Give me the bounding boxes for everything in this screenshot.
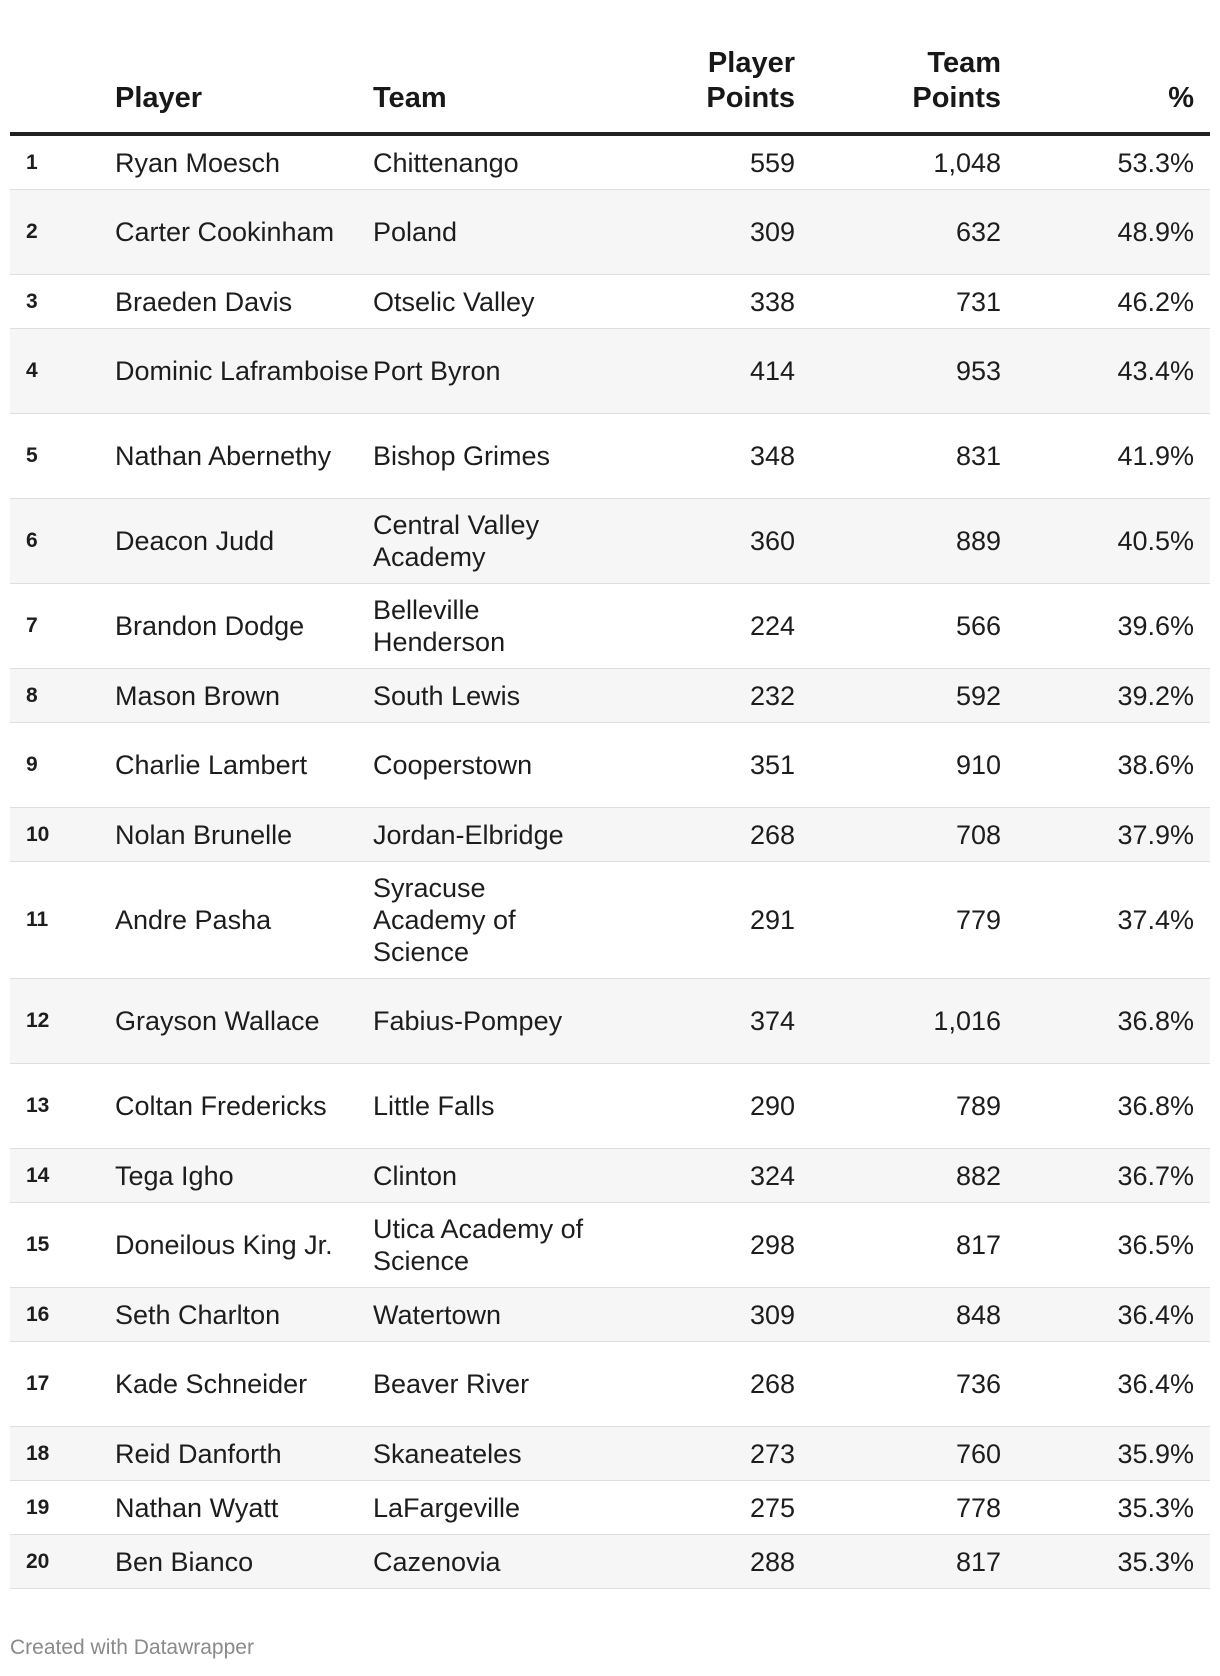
- player-name-cell: Seth Charlton: [115, 1288, 373, 1342]
- player-points-cell: 338: [595, 275, 795, 329]
- percent-cell: 35.3%: [1001, 1481, 1210, 1535]
- team-points-cell: 736: [795, 1342, 1001, 1427]
- team-points-cell: 760: [795, 1427, 1001, 1481]
- team-name-cell: Utica Academy of Science: [373, 1203, 595, 1288]
- percent-cell: 36.8%: [1001, 979, 1210, 1064]
- player-points-cell: 414: [595, 329, 795, 414]
- table-row: [10, 1149, 1210, 1203]
- header-rank[interactable]: [10, 36, 115, 134]
- rank-cell: 8: [10, 669, 115, 723]
- team-name-cell: LaFargeville: [373, 1481, 595, 1535]
- player-points-cell: 309: [595, 190, 795, 275]
- header-team-points[interactable]: [795, 36, 1001, 134]
- rank-cell: 1: [10, 134, 115, 190]
- player-points-cell: 275: [595, 1481, 795, 1535]
- leaders-table: [10, 36, 1210, 1589]
- percent-cell: 40.5%: [1001, 499, 1210, 584]
- rank-cell: 9: [10, 723, 115, 808]
- team-points-cell: 778: [795, 1481, 1001, 1535]
- team-points-cell: 731: [795, 275, 1001, 329]
- rank-cell: 13: [10, 1064, 115, 1149]
- header-player[interactable]: Player: [115, 36, 373, 134]
- percent-cell: 37.4%: [1001, 862, 1210, 979]
- team-name-cell: South Lewis: [373, 669, 595, 723]
- rank-cell: 12: [10, 979, 115, 1064]
- player-name-cell: Tega Igho: [115, 1149, 373, 1203]
- rank-cell: 2: [10, 190, 115, 275]
- player-points-cell: 374: [595, 979, 795, 1064]
- rank-cell: 14: [10, 1149, 115, 1203]
- table-row: [10, 1064, 1210, 1149]
- table-row: [10, 414, 1210, 499]
- team-name-cell: Beaver River: [373, 1342, 595, 1427]
- rank-cell: 4: [10, 329, 115, 414]
- percent-cell: 41.9%: [1001, 414, 1210, 499]
- player-name-cell: Nathan Wyatt: [115, 1481, 373, 1535]
- team-points-cell: 1,048: [795, 134, 1001, 190]
- header-player-points-line1: Player: [707, 47, 795, 79]
- table-row: [10, 1481, 1210, 1535]
- table-row: [10, 190, 1210, 275]
- rank-cell: 10: [10, 808, 115, 862]
- team-points-cell: 789: [795, 1064, 1001, 1149]
- team-points-cell: 632: [795, 190, 1001, 275]
- team-points-cell: 817: [795, 1203, 1001, 1288]
- table-row: [10, 669, 1210, 723]
- percent-cell: 39.6%: [1001, 584, 1210, 669]
- percent-cell: 48.9%: [1001, 190, 1210, 275]
- player-points-cell: 348: [595, 414, 795, 499]
- percent-cell: 36.8%: [1001, 1064, 1210, 1149]
- team-points-cell: 779: [795, 862, 1001, 979]
- player-points-cell: 273: [595, 1427, 795, 1481]
- team-name-cell: Skaneateles: [373, 1427, 595, 1481]
- team-points-cell: 708: [795, 808, 1001, 862]
- header-team-points-line2: Points: [912, 82, 1001, 114]
- team-name-cell: Watertown: [373, 1288, 595, 1342]
- team-points-cell: 910: [795, 723, 1001, 808]
- rank-cell: 16: [10, 1288, 115, 1342]
- percent-cell: 36.7%: [1001, 1149, 1210, 1203]
- header-team-points-line1: Team: [927, 47, 1001, 79]
- team-name-cell: Poland: [373, 190, 595, 275]
- header-player-points[interactable]: [595, 36, 795, 134]
- player-points-cell: 559: [595, 134, 795, 190]
- player-name-cell: Braeden Davis: [115, 275, 373, 329]
- team-name-cell: Chittenango: [373, 134, 595, 190]
- team-points-cell: 848: [795, 1288, 1001, 1342]
- header-player-points-line2: Points: [706, 82, 795, 114]
- player-name-cell: Ben Bianco: [115, 1535, 373, 1589]
- table-row: [10, 808, 1210, 862]
- player-points-cell: 351: [595, 723, 795, 808]
- percent-cell: 36.4%: [1001, 1342, 1210, 1427]
- team-points-cell: 566: [795, 584, 1001, 669]
- team-name-cell: Jordan-Elbridge: [373, 808, 595, 862]
- table-header: [10, 36, 1210, 134]
- player-name-cell: Brandon Dodge: [115, 584, 373, 669]
- player-name-cell: Dominic Laframboise: [115, 329, 373, 414]
- player-name-cell: Kade Schneider: [115, 1342, 373, 1427]
- table-row: [10, 1288, 1210, 1342]
- rank-cell: 7: [10, 584, 115, 669]
- team-points-cell: 817: [795, 1535, 1001, 1589]
- player-name-cell: Charlie Lambert: [115, 723, 373, 808]
- player-name-cell: Andre Pasha: [115, 862, 373, 979]
- player-points-cell: 224: [595, 584, 795, 669]
- player-name-cell: Nathan Abernethy: [115, 414, 373, 499]
- team-name-cell: Syracuse Academy of Science: [373, 862, 595, 979]
- table-row: [10, 1203, 1210, 1288]
- percent-cell: 36.4%: [1001, 1288, 1210, 1342]
- table-row: [10, 275, 1210, 329]
- team-name-cell: Port Byron: [373, 329, 595, 414]
- player-name-cell: Doneilous King Jr.: [115, 1203, 373, 1288]
- player-points-cell: 288: [595, 1535, 795, 1589]
- player-points-cell: 298: [595, 1203, 795, 1288]
- rank-cell: 20: [10, 1535, 115, 1589]
- header-percent[interactable]: %: [1001, 36, 1210, 134]
- percent-cell: 35.3%: [1001, 1535, 1210, 1589]
- player-name-cell: Carter Cookinham: [115, 190, 373, 275]
- team-name-cell: Otselic Valley: [373, 275, 595, 329]
- team-points-cell: 953: [795, 329, 1001, 414]
- team-name-cell: Cazenovia: [373, 1535, 595, 1589]
- team-name-cell: Little Falls: [373, 1064, 595, 1149]
- table-row: [10, 979, 1210, 1064]
- rank-cell: 19: [10, 1481, 115, 1535]
- player-points-cell: 268: [595, 1342, 795, 1427]
- team-name-cell: Central Valley Academy: [373, 499, 595, 584]
- player-points-cell: 268: [595, 808, 795, 862]
- player-name-cell: Ryan Moesch: [115, 134, 373, 190]
- datawrapper-credit[interactable]: Created with Datawrapper: [10, 1636, 254, 1659]
- percent-cell: 37.9%: [1001, 808, 1210, 862]
- rank-cell: 6: [10, 499, 115, 584]
- team-points-cell: 882: [795, 1149, 1001, 1203]
- rank-cell: 3: [10, 275, 115, 329]
- percent-cell: 39.2%: [1001, 669, 1210, 723]
- player-points-cell: 309: [595, 1288, 795, 1342]
- player-points-cell: 290: [595, 1064, 795, 1149]
- rank-cell: 18: [10, 1427, 115, 1481]
- table-row: [10, 499, 1210, 584]
- team-points-cell: 889: [795, 499, 1001, 584]
- table-row: [10, 1342, 1210, 1427]
- team-name-cell: Bishop Grimes: [373, 414, 595, 499]
- table-row: [10, 723, 1210, 808]
- player-name-cell: Nolan Brunelle: [115, 808, 373, 862]
- header-row: [10, 36, 1210, 134]
- table-row: [10, 1427, 1210, 1481]
- percent-cell: 35.9%: [1001, 1427, 1210, 1481]
- team-name-cell: Clinton: [373, 1149, 595, 1203]
- table-row: [10, 134, 1210, 190]
- rank-cell: 17: [10, 1342, 115, 1427]
- table-row: [10, 584, 1210, 669]
- rank-cell: 11: [10, 862, 115, 979]
- player-points-cell: 291: [595, 862, 795, 979]
- table-body: [10, 134, 1210, 1589]
- player-name-cell: Deacon Judd: [115, 499, 373, 584]
- team-name-cell: Cooperstown: [373, 723, 595, 808]
- team-points-cell: 592: [795, 669, 1001, 723]
- table-row: [10, 329, 1210, 414]
- player-points-cell: 360: [595, 499, 795, 584]
- percent-cell: 36.5%: [1001, 1203, 1210, 1288]
- table-row: [10, 862, 1210, 979]
- player-name-cell: Reid Danforth: [115, 1427, 373, 1481]
- team-points-cell: 1,016: [795, 979, 1001, 1064]
- player-name-cell: Grayson Wallace: [115, 979, 373, 1064]
- rank-cell: 15: [10, 1203, 115, 1288]
- player-name-cell: Mason Brown: [115, 669, 373, 723]
- team-name-cell: Belleville Henderson: [373, 584, 595, 669]
- header-team[interactable]: Team: [373, 36, 595, 134]
- rank-cell: 5: [10, 414, 115, 499]
- percent-cell: 43.4%: [1001, 329, 1210, 414]
- percent-cell: 53.3%: [1001, 134, 1210, 190]
- player-name-cell: Coltan Fredericks: [115, 1064, 373, 1149]
- player-points-cell: 324: [595, 1149, 795, 1203]
- table-row: [10, 1535, 1210, 1589]
- player-points-cell: 232: [595, 669, 795, 723]
- team-points-cell: 831: [795, 414, 1001, 499]
- percent-cell: 46.2%: [1001, 275, 1210, 329]
- percent-cell: 38.6%: [1001, 723, 1210, 808]
- team-name-cell: Fabius-Pompey: [373, 979, 595, 1064]
